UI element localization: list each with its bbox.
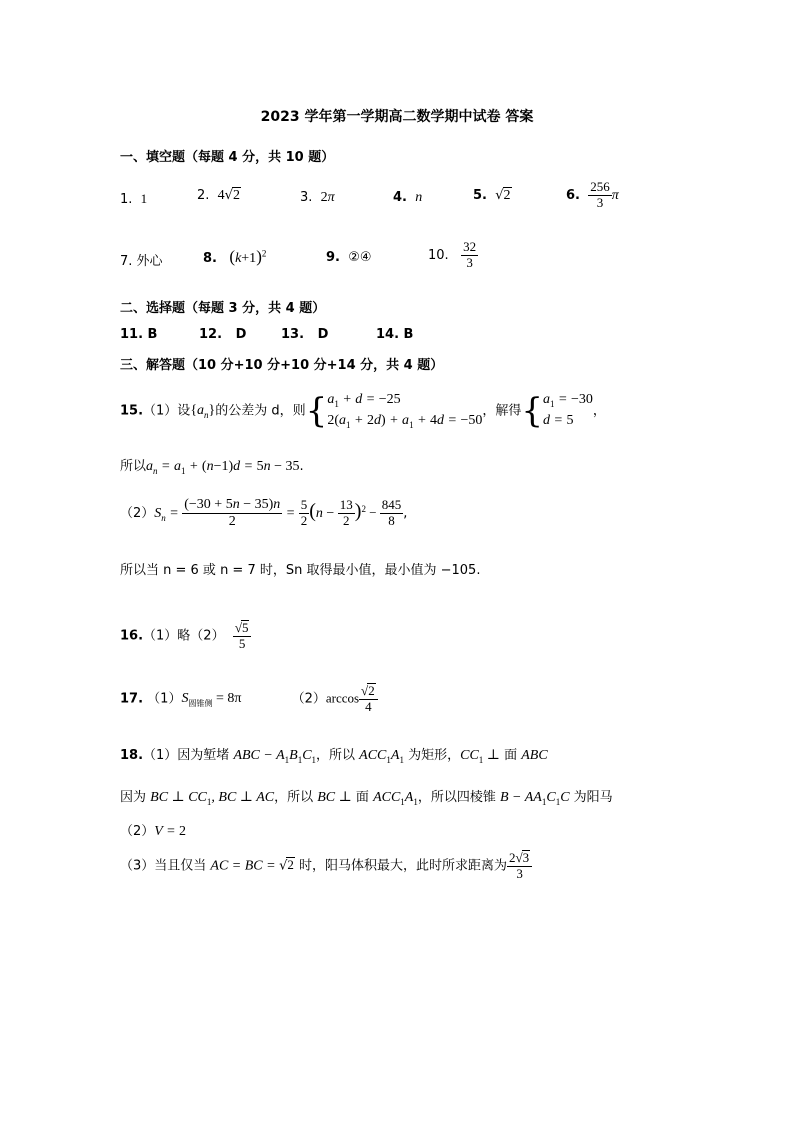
- answer-12: 12. D: [199, 327, 247, 342]
- q15-part1: 15.（1）设$\{a_n\}$的公差为 d，则{$a_1 + d = -25$ $2(a_1 + 2d) + a_1 + 4d = -50$，解得{$a_1 = -30$ d = 5，: [120, 390, 606, 431]
- page-title: 2023 学年第一学期高二数学期中试卷 答案: [260, 109, 534, 125]
- answer-5: 5. √2: [473, 188, 511, 203]
- q18-line2: 因为 BC ⊥ $CC_1$, BC ⊥ AC，所以 BC ⊥ 面 $ACC_1A_1$，所以四棱锥 $B - AA_1C_1C$ 为阳马: [120, 790, 613, 807]
- answer-14: 14. B: [376, 327, 414, 342]
- answer-6: 6. $\frac{256}{3}$ π: [566, 179, 619, 210]
- q16: 16.（1）略（2） $\frac{√5}{5}$: [120, 620, 251, 652]
- section1-heading: 一、填空题（每题 4 分，共 10 题）: [120, 150, 335, 165]
- answer-3: 3. 2π: [300, 190, 335, 205]
- section3-heading: 三、解答题（10 分+10 分+10 分+14 分，共 4 题）: [120, 358, 444, 373]
- answer-7: 7. 外心: [120, 254, 163, 269]
- answer-8: 8. $(k+1)^2$: [203, 247, 267, 266]
- q18-line1: 18.（1）因为堑堵 ABC − $A_1B_1C_1$，所以 $ACC_1A_1$ 为矩形，$CC_1$ ⊥ 面 ABC: [120, 748, 548, 765]
- answer-1: 1. 1: [120, 191, 148, 207]
- q15-part2-result: 所以当 n = 6 或 n = 7 时，Sn 取得最小值，最小值为 −105.: [120, 563, 481, 578]
- answer-4: 4. n: [393, 190, 423, 205]
- q15-part2: $(2)S_n$ = $\frac{(-30 + 5n - 35)n}{2}$ = $\frac{5}{2}$ (n − $\frac{13}{2}$ )$^2$ − $\frac{845}{8}$ ,: [120, 497, 408, 530]
- answer-9: 9. ②④: [326, 250, 372, 265]
- q17: 17. $(1)S_{圆锥侧} = 8\pi$ （2）arccos $\frac{√2}{4}$: [120, 683, 378, 715]
- q18-line4: （3）当且仅当 AC = BC = √2 时，阳马体积最大，此时所求距离为 $\frac{2√3}{3}$: [120, 850, 532, 882]
- answer-13: 13. D: [281, 327, 329, 342]
- section2-heading: 二、选择题（每题 3 分，共 4 题）: [120, 301, 326, 316]
- q18-line3: （2）V = 2: [120, 824, 187, 839]
- answer-10: 10. $\frac{32}{3}$: [428, 239, 477, 270]
- answer-2: 2. 4√2: [197, 188, 240, 203]
- answer-11: 11. B: [120, 327, 158, 342]
- q15-part1-result: 所以$a_n = a_1 + (n-1)d = 5n - 35$.: [120, 459, 304, 476]
